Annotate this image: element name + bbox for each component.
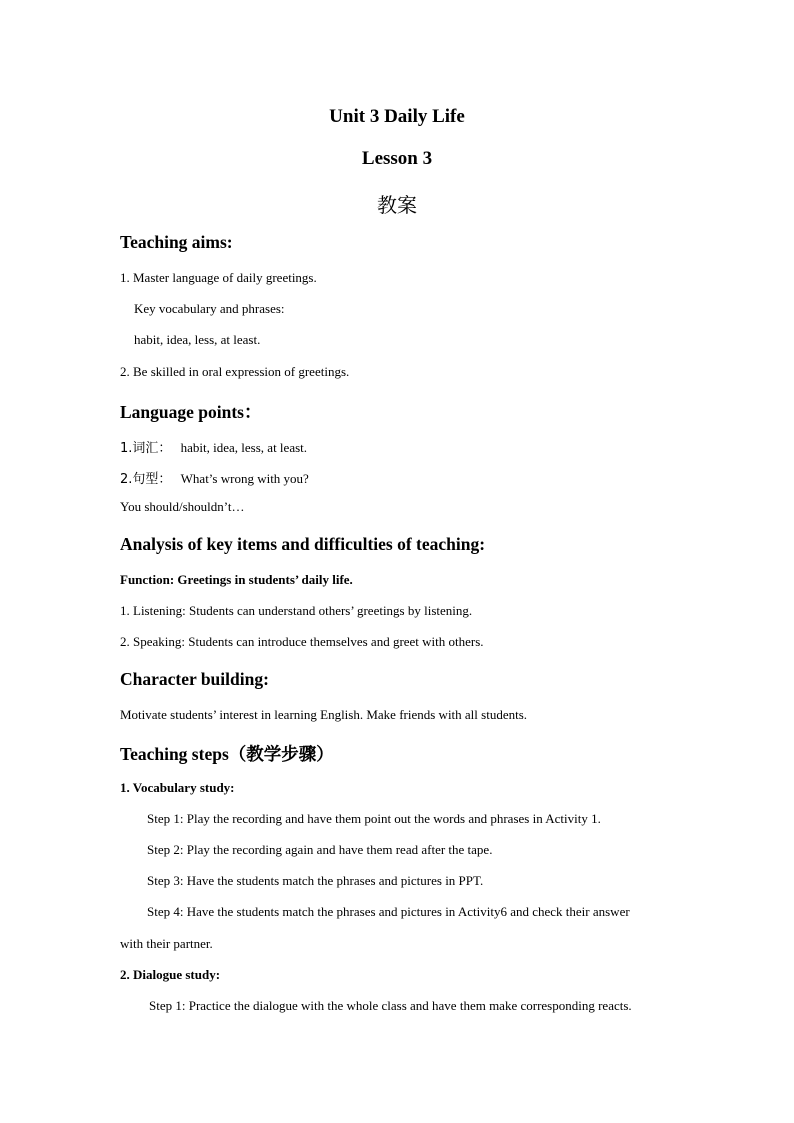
language-points-heading: Language points： (120, 402, 262, 422)
dialogue-study-heading: 2. Dialogue study: (120, 967, 221, 982)
pattern-prefix: 2.句型： (120, 472, 172, 487)
pattern-text: What’s wrong with you? (180, 471, 309, 486)
analysis-speaking: 2. Speaking: Students can introduce themselves and greet with others. (120, 634, 484, 649)
teaching-steps-heading-cn: （教学步骤） (228, 745, 334, 765)
teaching-aim-1: 1. Master language of daily greetings. (120, 270, 317, 285)
character-building-heading: Character building: (120, 669, 269, 689)
language-point-pattern (120, 468, 309, 487)
analysis-function: Function: Greetings in students’ daily life. (120, 572, 353, 587)
vocabulary-prefix: 1.词汇： (120, 441, 172, 456)
vocabulary-step-1: Step 1: Play the recording and have them point out the words and phrases in Activity 1. (147, 811, 601, 826)
teaching-aim-2: 2. Be skilled in oral expression of greetings. (120, 364, 350, 379)
teaching-steps-heading (120, 741, 334, 766)
analysis-heading: Analysis of key items and difficulties of teaching: (120, 534, 486, 554)
teaching-steps-heading-en: Teaching steps (120, 744, 229, 764)
vocabulary-text: habit, idea, less, at least. (180, 440, 308, 455)
analysis-listening: 1. Listening: Students can understand others’ greetings by listening. (120, 603, 473, 618)
lesson-plan-cn-title: 教案 (377, 193, 417, 217)
vocabulary-step-3: Step 3: Have the students match the phrases and pictures in PPT. (147, 873, 484, 888)
character-building-text: Motivate students’ interest in learning English. Make friends with all students. (120, 707, 528, 722)
key-vocabulary-label: Key vocabulary and phrases: (134, 301, 285, 316)
lesson-title: Lesson 3 (361, 148, 433, 169)
vocabulary-step-4: Step 4: Have the students match the phrases and pictures in Activity6 and check their answer (147, 904, 630, 919)
vocabulary-step-2: Step 2: Play the recording again and have them read after the tape. (147, 842, 493, 857)
pattern-extra: You should/shouldn’t… (120, 499, 245, 514)
unit-title: Unit 3 Daily Life (329, 106, 465, 127)
key-vocabulary-list: habit, idea, less, at least. (134, 332, 261, 347)
vocabulary-step-4-continued: with their partner. (120, 936, 213, 951)
dialogue-step-1: Step 1: Practice the dialogue with the whole class and have them make corresponding reacts. (149, 998, 632, 1013)
language-point-vocabulary (120, 437, 307, 456)
teaching-aims-heading: Teaching aims: (120, 232, 233, 252)
vocabulary-study-heading: 1. Vocabulary study: (120, 780, 235, 795)
